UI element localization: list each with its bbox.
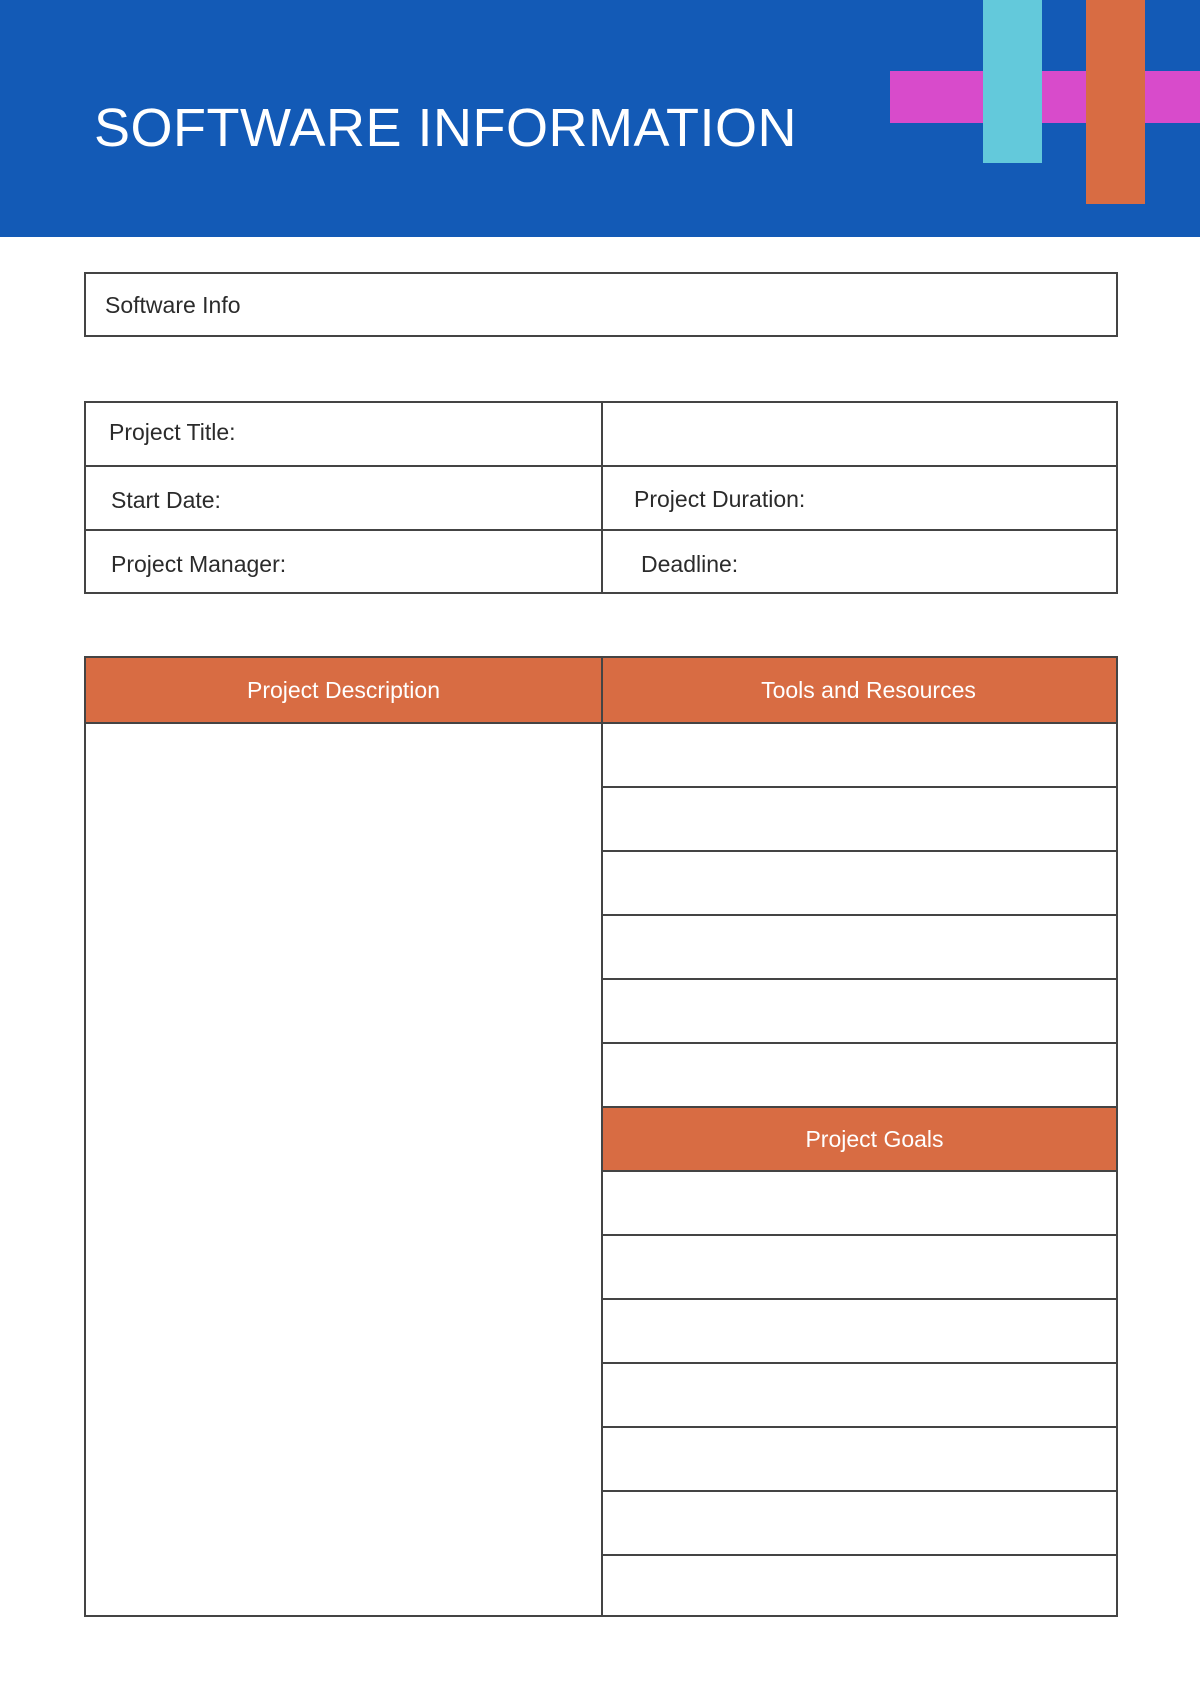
software-info-label: Software Info — [105, 292, 241, 318]
tools-resources-row[interactable] — [603, 916, 1118, 980]
project-meta-table — [84, 401, 1118, 594]
tools-resources-row[interactable] — [603, 788, 1118, 852]
decorative-cyan-bar — [983, 0, 1042, 163]
project-duration-label: Project Duration: — [634, 486, 806, 512]
project-goals-row[interactable] — [603, 1556, 1118, 1617]
project-goals-row[interactable] — [603, 1300, 1118, 1364]
tools-resources-row[interactable] — [603, 1044, 1118, 1108]
software-info-box[interactable] — [84, 272, 1118, 337]
project-title-label-cell — [86, 403, 603, 467]
page-title: SOFTWARE INFORMATION — [94, 98, 797, 158]
deadline-field[interactable] — [603, 531, 1118, 594]
project-title-value-field[interactable] — [603, 403, 1118, 467]
tools-resources-row[interactable] — [603, 724, 1118, 788]
project-goals-header — [603, 1108, 1118, 1172]
deadline-label: Deadline: — [641, 551, 739, 577]
tools-resources-row[interactable] — [603, 980, 1118, 1044]
project-description-header — [86, 658, 603, 724]
project-goals-row[interactable] — [603, 1172, 1118, 1236]
start-date-field[interactable] — [86, 467, 603, 531]
tools-resources-header-label: Tools and Resources — [761, 676, 976, 703]
project-title-label: Project Title: — [109, 419, 236, 445]
project-goals-row[interactable] — [603, 1428, 1118, 1492]
project-goals-row[interactable] — [603, 1492, 1118, 1556]
tools-resources-row[interactable] — [603, 852, 1118, 916]
project-description-area[interactable] — [86, 724, 603, 1617]
project-manager-label: Project Manager: — [111, 551, 287, 577]
decorative-pink-bar-overlay — [1042, 71, 1086, 123]
project-goals-row[interactable] — [603, 1364, 1118, 1428]
decorative-orange-bar — [1086, 0, 1145, 204]
header-banner — [0, 0, 1200, 237]
project-goals-header-label: Project Goals — [805, 1125, 944, 1152]
project-description-header-label: Project Description — [246, 676, 441, 703]
project-manager-field[interactable] — [86, 531, 603, 594]
start-date-label: Start Date: — [111, 487, 221, 513]
project-goals-row[interactable] — [603, 1236, 1118, 1300]
project-duration-field[interactable] — [603, 467, 1118, 531]
tools-resources-header — [603, 658, 1118, 724]
project-details-table — [84, 656, 1118, 1617]
